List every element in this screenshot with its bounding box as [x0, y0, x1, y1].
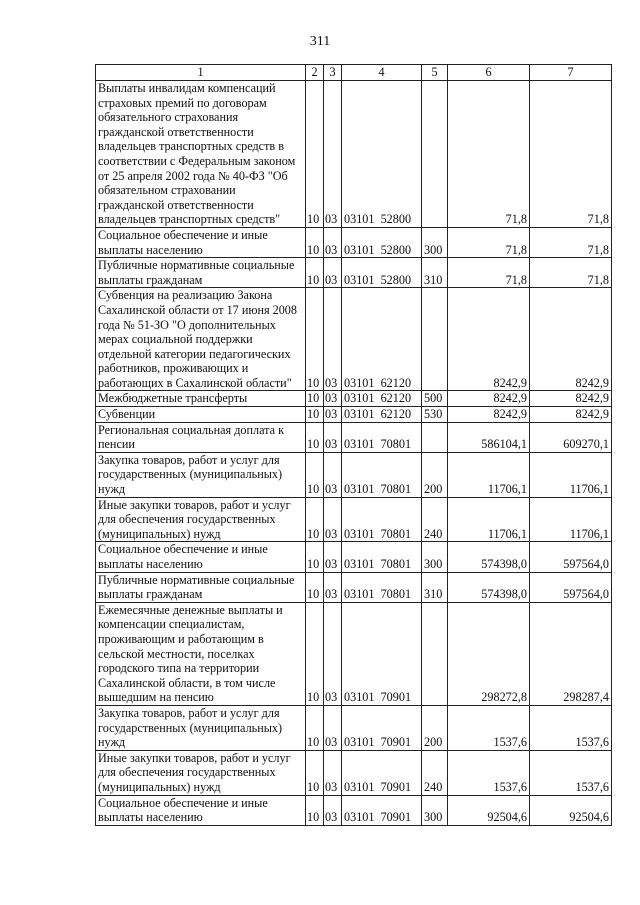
column-header: 6	[448, 65, 530, 81]
row-expense-type: 240	[422, 497, 448, 542]
row-expense-type: 500	[422, 391, 448, 407]
row-subsection: 03	[324, 391, 342, 407]
row-expense-type: 310	[422, 572, 448, 602]
column-header: 4	[342, 65, 422, 81]
row-amount-year2: 597564,0	[530, 572, 612, 602]
column-header: 1	[96, 65, 306, 81]
row-subsection: 03	[324, 795, 342, 825]
row-name: Иные закупки товаров, работ и услуг для обеспечения государственных (муниципальных) нужд	[96, 750, 306, 795]
row-subsection: 03	[324, 452, 342, 497]
row-name: Публичные нормативные социальные выплаты гражданам	[96, 572, 306, 602]
row-section: 10	[306, 795, 324, 825]
row-section: 10	[306, 391, 324, 407]
row-name: Социальное обеспечение и иные выплаты населению	[96, 795, 306, 825]
row-amount-year1: 92504,6	[448, 795, 530, 825]
row-name: Субвенции	[96, 407, 306, 423]
row-amount-year2: 11706,1	[530, 452, 612, 497]
row-subsection: 03	[324, 705, 342, 750]
row-expense-type	[422, 288, 448, 391]
row-expense-type: 310	[422, 258, 448, 288]
row-amount-year1: 8242,9	[448, 288, 530, 391]
row-section: 10	[306, 81, 324, 228]
row-amount-year2: 609270,1	[530, 422, 612, 452]
table-row	[96, 705, 612, 750]
row-subsection: 03	[324, 542, 342, 572]
row-name: Закупка товаров, работ и услуг для государственных (муниципальных) нужд	[96, 705, 306, 750]
row-expense-type	[422, 602, 448, 705]
row-amount-year1: 8242,9	[448, 407, 530, 423]
row-target-article: 03101 52800	[342, 81, 422, 228]
row-target-article: 03101 62120	[342, 391, 422, 407]
row-subsection: 03	[324, 227, 342, 257]
table-row	[96, 422, 612, 452]
row-amount-year1: 574398,0	[448, 572, 530, 602]
table-row	[96, 81, 612, 228]
page-number: 311	[309, 34, 331, 49]
table-row	[96, 227, 612, 257]
column-header: 5	[422, 65, 448, 81]
row-section: 10	[306, 288, 324, 391]
row-amount-year1: 574398,0	[448, 542, 530, 572]
row-name: Закупка товаров, работ и услуг для государственных (муниципальных) нужд	[96, 452, 306, 497]
row-amount-year1: 298272,8	[448, 602, 530, 705]
row-amount-year1: 1537,6	[448, 750, 530, 795]
row-amount-year2: 11706,1	[530, 497, 612, 542]
table-row	[96, 258, 612, 288]
row-expense-type: 200	[422, 705, 448, 750]
row-target-article: 03101 70901	[342, 705, 422, 750]
column-header: 3	[324, 65, 342, 81]
row-amount-year2: 71,8	[530, 258, 612, 288]
row-target-article: 03101 70801	[342, 452, 422, 497]
row-section: 10	[306, 227, 324, 257]
budget-table	[95, 64, 612, 826]
row-section: 10	[306, 258, 324, 288]
row-target-article: 03101 62120	[342, 407, 422, 423]
row-subsection: 03	[324, 422, 342, 452]
row-amount-year1: 71,8	[448, 227, 530, 257]
row-amount-year1: 71,8	[448, 81, 530, 228]
row-amount-year1: 11706,1	[448, 452, 530, 497]
row-amount-year1: 8242,9	[448, 391, 530, 407]
row-section: 10	[306, 452, 324, 497]
row-section: 10	[306, 407, 324, 423]
row-expense-type: 240	[422, 750, 448, 795]
row-amount-year2: 1537,6	[530, 750, 612, 795]
row-name: Социальное обеспечение и иные выплаты населению	[96, 542, 306, 572]
row-subsection: 03	[324, 602, 342, 705]
table-row	[96, 542, 612, 572]
table-row	[96, 795, 612, 825]
row-target-article: 03101 70901	[342, 795, 422, 825]
row-subsection: 03	[324, 572, 342, 602]
row-amount-year2: 597564,0	[530, 542, 612, 572]
row-section: 10	[306, 572, 324, 602]
row-target-article: 03101 62120	[342, 288, 422, 391]
row-section: 10	[306, 602, 324, 705]
row-target-article: 03101 70901	[342, 602, 422, 705]
row-target-article: 03101 52800	[342, 258, 422, 288]
row-expense-type: 300	[422, 227, 448, 257]
row-name: Выплаты инвалидам компенсаций страховых премий по договорам обязательного страхования гражданской ответственности владельцев транспортных средств в соответствии с Федеральным законом от 25 апреля 2002 года № 40-ФЗ "Об обязательном страховании гражданской ответственности владельцев транспортных средств"	[96, 81, 306, 228]
row-amount-year2: 8242,9	[530, 391, 612, 407]
table-row	[96, 391, 612, 407]
row-amount-year2: 71,8	[530, 227, 612, 257]
row-expense-type	[422, 81, 448, 228]
row-section: 10	[306, 542, 324, 572]
row-amount-year1: 1537,6	[448, 705, 530, 750]
row-amount-year1: 11706,1	[448, 497, 530, 542]
row-name: Социальное обеспечение и иные выплаты населению	[96, 227, 306, 257]
row-section: 10	[306, 497, 324, 542]
row-expense-type	[422, 422, 448, 452]
row-subsection: 03	[324, 407, 342, 423]
row-subsection: 03	[324, 497, 342, 542]
row-amount-year1: 586104,1	[448, 422, 530, 452]
row-target-article: 03101 70801	[342, 422, 422, 452]
row-name: Региональная социальная доплата к пенсии	[96, 422, 306, 452]
table-row	[96, 452, 612, 497]
row-expense-type: 200	[422, 452, 448, 497]
row-target-article: 03101 70801	[342, 572, 422, 602]
row-expense-type: 300	[422, 542, 448, 572]
row-name: Иные закупки товаров, работ и услуг для обеспечения государственных (муниципальных) нужд	[96, 497, 306, 542]
row-subsection: 03	[324, 81, 342, 228]
row-expense-type: 300	[422, 795, 448, 825]
row-name: Ежемесячные денежные выплаты и компенсации специалистам, проживающим и работающим в сельской местности, поселках городского типа на территории Сахалинской области, в том числе вышедшим на пенсию	[96, 602, 306, 705]
table-row	[96, 288, 612, 391]
row-subsection: 03	[324, 288, 342, 391]
row-target-article: 03101 70901	[342, 750, 422, 795]
row-subsection: 03	[324, 258, 342, 288]
row-amount-year2: 298287,4	[530, 602, 612, 705]
row-amount-year2: 8242,9	[530, 407, 612, 423]
row-expense-type: 530	[422, 407, 448, 423]
column-header: 2	[306, 65, 324, 81]
row-amount-year1: 71,8	[448, 258, 530, 288]
table-row	[96, 497, 612, 542]
row-target-article: 03101 70801	[342, 542, 422, 572]
table-row	[96, 407, 612, 423]
column-header: 7	[530, 65, 612, 81]
table-row	[96, 750, 612, 795]
row-subsection: 03	[324, 750, 342, 795]
table-row	[96, 572, 612, 602]
row-amount-year2: 1537,6	[530, 705, 612, 750]
row-amount-year2: 92504,6	[530, 795, 612, 825]
row-name: Субвенция на реализацию Закона Сахалинской области от 17 июня 2008 года № 51-ЗО "О дополнительных мерах социальной поддержки отдельной категории педагогических работников, проживающих и работающих в Сахалинской области"	[96, 288, 306, 391]
row-amount-year2: 71,8	[530, 81, 612, 228]
row-amount-year2: 8242,9	[530, 288, 612, 391]
table-row	[96, 602, 612, 705]
row-name: Межбюджетные трансферты	[96, 391, 306, 407]
row-section: 10	[306, 422, 324, 452]
row-section: 10	[306, 705, 324, 750]
row-name: Публичные нормативные социальные выплаты гражданам	[96, 258, 306, 288]
table-header-row	[96, 65, 612, 81]
row-target-article: 03101 70801	[342, 497, 422, 542]
row-target-article: 03101 52800	[342, 227, 422, 257]
row-section: 10	[306, 750, 324, 795]
